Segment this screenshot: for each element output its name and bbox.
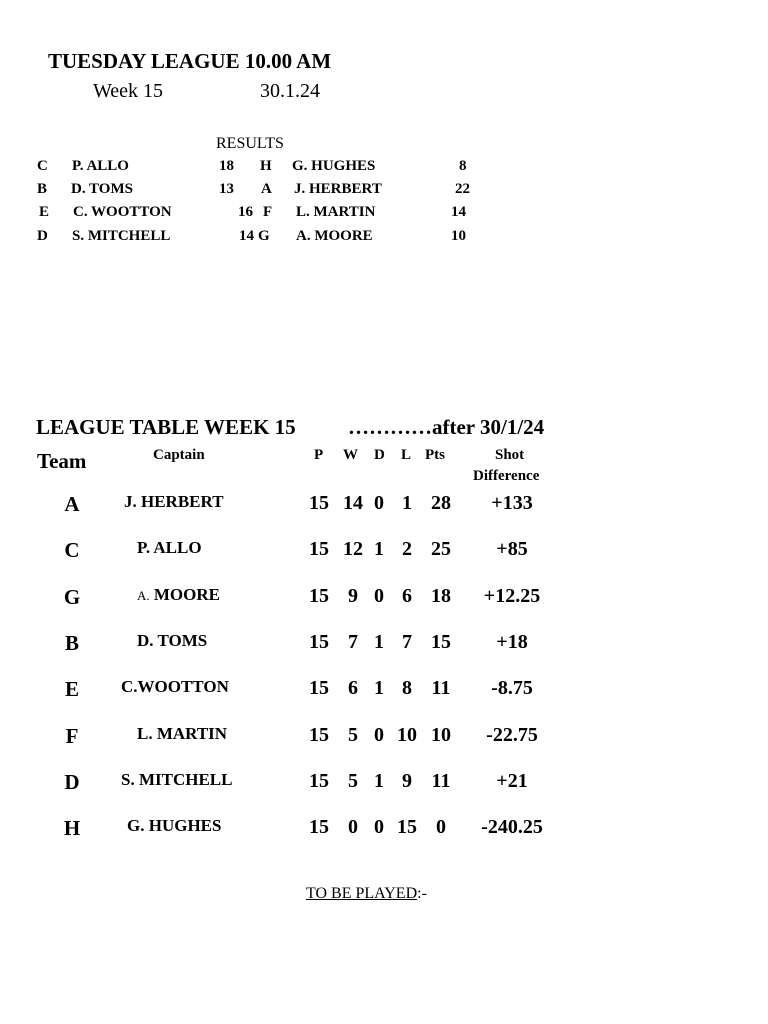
team-letter: E [64, 677, 79, 701]
header-team: Team [37, 449, 87, 473]
played: 15 [309, 538, 329, 560]
result-score-b: 14 [451, 204, 466, 220]
points: 11 [431, 677, 451, 699]
team-letter: C [64, 538, 80, 562]
drawn: 0 [374, 724, 384, 746]
team-letter: B [64, 631, 79, 655]
drawn: 0 [374, 585, 384, 607]
drawn: 1 [374, 631, 384, 653]
lost: 15 [397, 816, 417, 838]
captain-name: P. ALLO [137, 538, 202, 557]
team-letter: H [63, 816, 81, 840]
lost: 1 [402, 492, 412, 514]
captain-name: J. HERBERT [124, 492, 224, 511]
page-title: TUESDAY LEAGUE 10.00 AM [48, 49, 332, 73]
lost: 9 [402, 770, 412, 792]
captain-name: G. HUGHES [127, 816, 222, 835]
won: 5 [348, 724, 358, 746]
shot-difference: +18 [496, 631, 528, 653]
result-score-a: 16 [238, 204, 253, 220]
shot-difference: +133 [491, 492, 533, 514]
played: 15 [309, 631, 329, 653]
played: 15 [309, 492, 329, 514]
won: 5 [348, 770, 358, 792]
played: 15 [309, 816, 329, 838]
result-team-a: C [37, 158, 48, 174]
league-table-title: LEAGUE TABLE WEEK 15 [36, 415, 296, 439]
team-letter: D [64, 770, 80, 794]
won: 6 [348, 677, 358, 699]
drawn: 1 [374, 538, 384, 560]
captain-name: C.WOOTTON [121, 677, 229, 696]
league-table-date: …………after 30/1/24 [348, 415, 545, 439]
result-name-b: J. HERBERT [294, 181, 382, 197]
team-letter: G [63, 585, 81, 609]
to-be-played-suffix: :- [417, 885, 427, 902]
lost: 8 [402, 677, 412, 699]
team-letter: F [65, 724, 79, 748]
played: 15 [309, 677, 329, 699]
result-score-a: 13 [219, 181, 234, 197]
lost: 6 [402, 585, 412, 607]
shot-difference: -8.75 [491, 677, 533, 699]
result-name-b: L. MARTIN [296, 204, 376, 220]
points: 0 [436, 816, 446, 838]
won: 0 [348, 816, 358, 838]
played: 15 [309, 770, 329, 792]
result-score-a: 18 [219, 158, 234, 174]
results-heading: RESULTS [216, 135, 284, 152]
header-captain: Captain [153, 447, 205, 463]
points: 18 [431, 585, 451, 607]
drawn: 0 [374, 816, 384, 838]
result-team-a: D [37, 228, 48, 244]
result-name-a: P. ALLO [72, 158, 129, 174]
result-team-b: H [260, 158, 272, 174]
result-score-b: 10 [451, 228, 466, 244]
drawn: 1 [374, 677, 384, 699]
points: 10 [431, 724, 451, 746]
to-be-played-heading [306, 885, 427, 903]
shot-difference: -22.75 [486, 724, 538, 746]
won: 9 [348, 585, 358, 607]
drawn: 0 [374, 492, 384, 514]
date-label: 30.1.24 [260, 80, 320, 102]
points: 28 [431, 492, 451, 514]
result-score-a: 14 [239, 228, 254, 244]
played: 15 [309, 724, 329, 746]
won: 12 [343, 538, 363, 560]
to-be-played-label: TO BE PLAYED [306, 885, 418, 902]
team-letter: A [64, 492, 80, 516]
result-name-a: S. MITCHELL [72, 228, 171, 244]
captain-name [137, 585, 220, 605]
result-team-b: F [263, 204, 273, 220]
header-pts: Pts [425, 447, 445, 463]
result-team-a: B [37, 181, 48, 197]
result-team-b: A [261, 181, 272, 197]
header-w: W [343, 447, 358, 463]
result-name-a: D. TOMS [71, 181, 133, 197]
header-p: P [314, 447, 324, 463]
shot-difference: +85 [496, 538, 528, 560]
result-name-b: G. HUGHES [292, 158, 376, 174]
captain-name: S. MITCHELL [121, 770, 233, 789]
captain-initial: A. [137, 588, 150, 603]
lost: 2 [402, 538, 412, 560]
shot-difference: +21 [496, 770, 528, 792]
header-shot: Shot [495, 447, 525, 463]
points: 15 [431, 631, 451, 653]
lost: 7 [402, 631, 412, 653]
won: 14 [343, 492, 363, 514]
result-team-b: G [258, 228, 270, 244]
captain-surname: MOORE [153, 585, 220, 604]
result-team-a: E [39, 204, 50, 220]
played: 15 [309, 585, 329, 607]
header-l: L [401, 447, 412, 463]
week-label: Week 15 [93, 80, 164, 102]
result-name-b: A. MOORE [296, 228, 373, 244]
captain-name: D. TOMS [137, 631, 208, 650]
lost: 10 [397, 724, 417, 746]
result-score-b: 8 [459, 158, 467, 174]
won: 7 [348, 631, 358, 653]
drawn: 1 [374, 770, 384, 792]
points: 25 [431, 538, 451, 560]
header-difference: Difference [473, 468, 540, 484]
result-name-a: C. WOOTTON [73, 204, 172, 220]
shot-difference: +12.25 [483, 585, 541, 607]
header-d: D [374, 447, 385, 463]
captain-name: L. MARTIN [137, 724, 228, 743]
shot-difference: -240.25 [481, 816, 543, 838]
result-score-b: 22 [455, 181, 470, 197]
points: 11 [431, 770, 451, 792]
